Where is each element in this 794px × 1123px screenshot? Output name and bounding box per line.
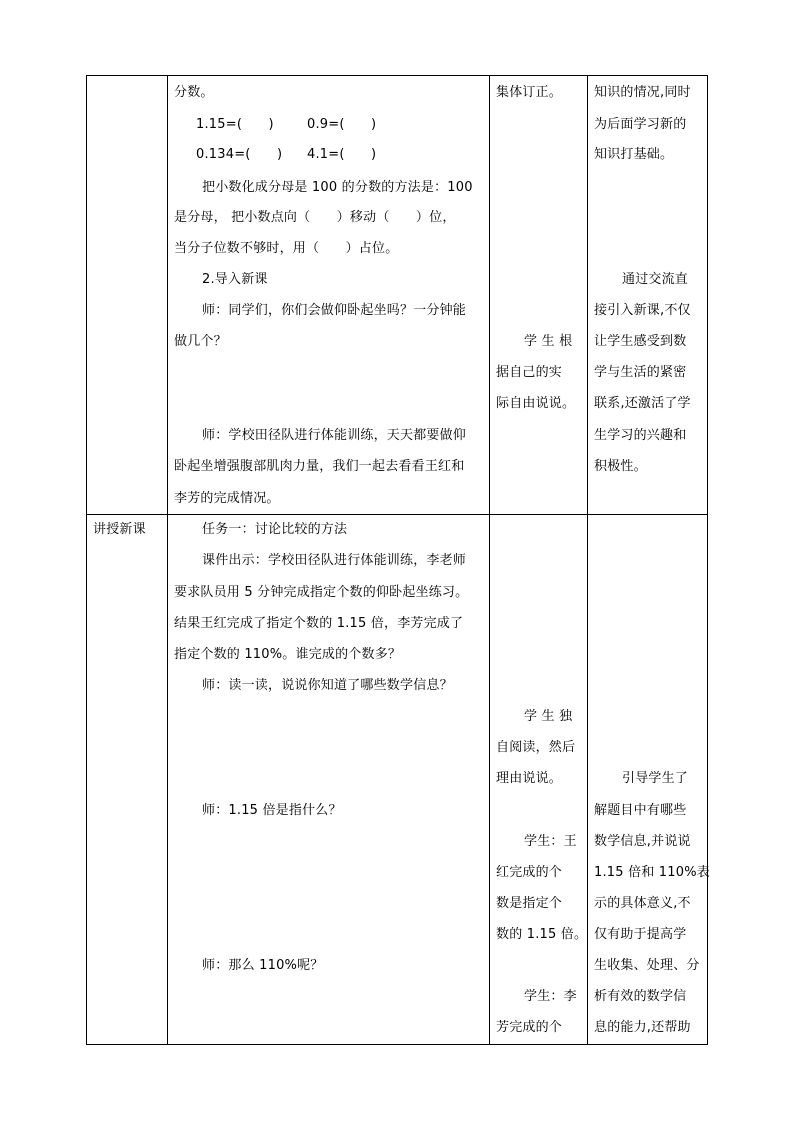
design-line: 息的能力,还帮助 — [594, 1020, 691, 1035]
student-line: 自阅读，然后 — [496, 740, 576, 755]
design-line: 知识打基础。 — [594, 147, 674, 162]
fill-blank-item: 0.134=( ) — [196, 147, 283, 162]
student-line: 集体订正。 — [496, 85, 563, 100]
design-line: 示的具体意义,不 — [594, 896, 691, 911]
design-line: 联系,还激活了学 — [594, 396, 691, 411]
task-heading: 任务一：讨论比较的方法 — [202, 522, 348, 537]
design-line: 积极性。 — [594, 459, 647, 474]
student-line: 学生：王 — [524, 834, 577, 849]
content-line: 师：学校田径队进行体能训练，天天都要做仰 — [202, 428, 467, 443]
content-line: 师：读一读，说说你知道了哪些数学信息？ — [202, 678, 453, 693]
design-line: 学与生活的紧密 — [594, 365, 687, 380]
content-line: 师：同学们，你们会做仰卧起坐吗？一分钟能 — [202, 303, 467, 318]
content-line: 是分母， 把小数点向（ ）移动（ ）位， — [174, 210, 456, 225]
content-line: 分数。 — [174, 85, 214, 100]
content-line: 要求队员用 5 分钟完成指定个数的仰卧起坐练习。 — [174, 585, 469, 600]
row2-label-cell — [86, 514, 168, 1045]
design-line: 知识的情况,同时 — [594, 85, 691, 100]
design-line: 通过交流直 — [622, 272, 689, 287]
design-line: 生收集、处理、分 — [594, 958, 700, 973]
student-line: 理由说说。 — [496, 771, 563, 786]
fill-blank-item: 1.15=( ) — [196, 117, 274, 132]
design-line: 数学信息,并说说 — [594, 834, 691, 849]
student-line: 际自由说说。 — [496, 396, 576, 411]
design-line: 1.15 倍和 110%表 — [594, 865, 710, 880]
design-line: 接引入新课,不仅 — [594, 303, 691, 318]
content-line: 指定个数的 110%。谁完成的个数多？ — [174, 647, 402, 662]
content-line: 结果王红完成了指定个数的 1.15 倍，李芳完成了 — [174, 616, 464, 631]
design-line: 让学生感受到数 — [594, 334, 687, 349]
stage-label: 讲授新课 — [93, 522, 146, 537]
student-line: 数是指定个 — [496, 896, 563, 911]
design-line: 解题目中有哪些 — [594, 803, 687, 818]
content-line: 师：那么 110%呢？ — [202, 958, 324, 973]
design-line: 仅有助于提高学 — [594, 927, 687, 942]
content-line: 卧起坐增强腹部肌肉力量，我们一起去看看王红和 — [174, 459, 465, 474]
student-line: 学 生 独 — [524, 709, 573, 724]
fill-blank-item: 4.1=( ) — [307, 147, 377, 162]
student-line: 数的 1.15 倍。 — [496, 927, 588, 942]
design-line: 引导学生了 — [622, 771, 689, 786]
design-line: 为后面学习新的 — [594, 117, 687, 132]
design-line: 生学习的兴趣和 — [594, 428, 687, 443]
student-line: 学生：李 — [524, 989, 577, 1004]
row1-label-cell — [86, 75, 168, 515]
content-line: 做几个？ — [174, 334, 227, 349]
fill-blank-item: 0.9=( ) — [307, 117, 377, 132]
student-line: 红完成的个 — [496, 865, 563, 880]
content-line: 把小数化成分母是 100 的分数的方法是：100 — [202, 180, 473, 195]
student-line: 据自己的实 — [496, 365, 563, 380]
content-line: 李芳的完成情况。 — [174, 491, 280, 506]
student-line: 学 生 根 — [524, 334, 573, 349]
content-line: 课件出示：学校田径队进行体能训练，李老师 — [202, 553, 467, 568]
row1-student-cell — [489, 75, 588, 515]
content-line: 师：1.15 倍是指什么？ — [202, 803, 342, 818]
student-line: 芳完成的个 — [496, 1020, 563, 1035]
section-heading: 2.导入新课 — [202, 272, 268, 287]
content-line: 当分子位数不够时，用（ ）占位。 — [174, 241, 399, 256]
design-line: 析有效的数学信 — [594, 989, 687, 1004]
